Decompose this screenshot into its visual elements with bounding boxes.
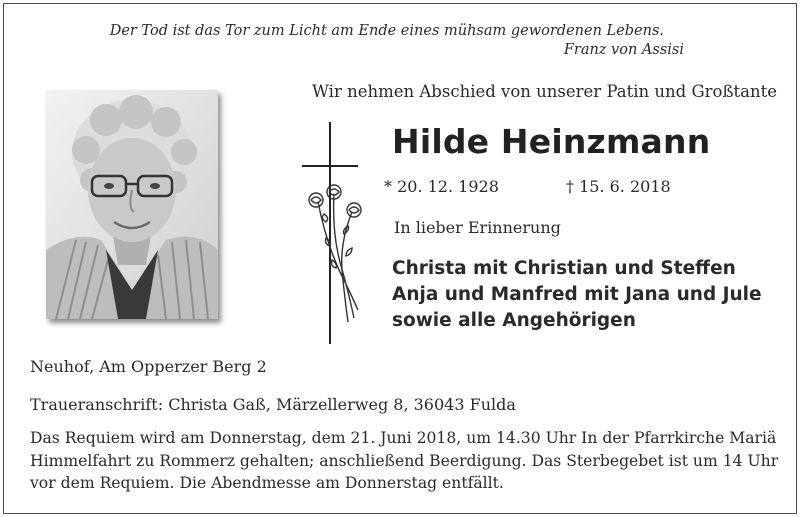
motto-text: Der Tod ist das Tor zum Licht am Ende eines mühsam gewordenen Lebens. — [109, 23, 664, 39]
residence-address: Neuhof, Am Opperzer Berg 2 — [30, 357, 267, 376]
death-date: † 15. 6. 2018 — [566, 177, 671, 196]
deceased-name: Hilde Heinzmann — [392, 122, 711, 161]
portrait-photo — [46, 90, 218, 319]
mourner-line: Christa mit Christian und Steffen — [392, 258, 736, 279]
mailing-address: Traueranschrift: Christa Gaß, Märzellerweg 8, 36043 Fulda — [30, 395, 516, 414]
intro-line: Wir nehmen Abschied von unserer Patin und Großtante — [312, 82, 777, 101]
motto-author: Franz von Assisi — [563, 42, 684, 58]
motto-quote — [64, 22, 684, 60]
requiem-details: Das Requiem wird am Donnerstag, dem 21. Juni 2018, um 14.30 Uhr In der Pfarrkirche Mariä Himmelfahrt zu Rommerz gehalten; anschließend Beerdigung. Das Sterbegebet ist um 14 Uhr vor dem Requiem. Die Abendmesse am Donnerstag entfällt. — [30, 429, 779, 492]
mourner-line: Anja und Manfred mit Jana und Jule — [392, 284, 762, 305]
memory-line: In lieber Erinnerung — [394, 218, 561, 237]
mourners-list — [392, 256, 762, 334]
mourner-line: sowie alle Angehörigen — [392, 310, 636, 331]
cross-with-roses-icon — [296, 122, 366, 352]
birth-date: * 20. 12. 1928 — [384, 177, 499, 196]
